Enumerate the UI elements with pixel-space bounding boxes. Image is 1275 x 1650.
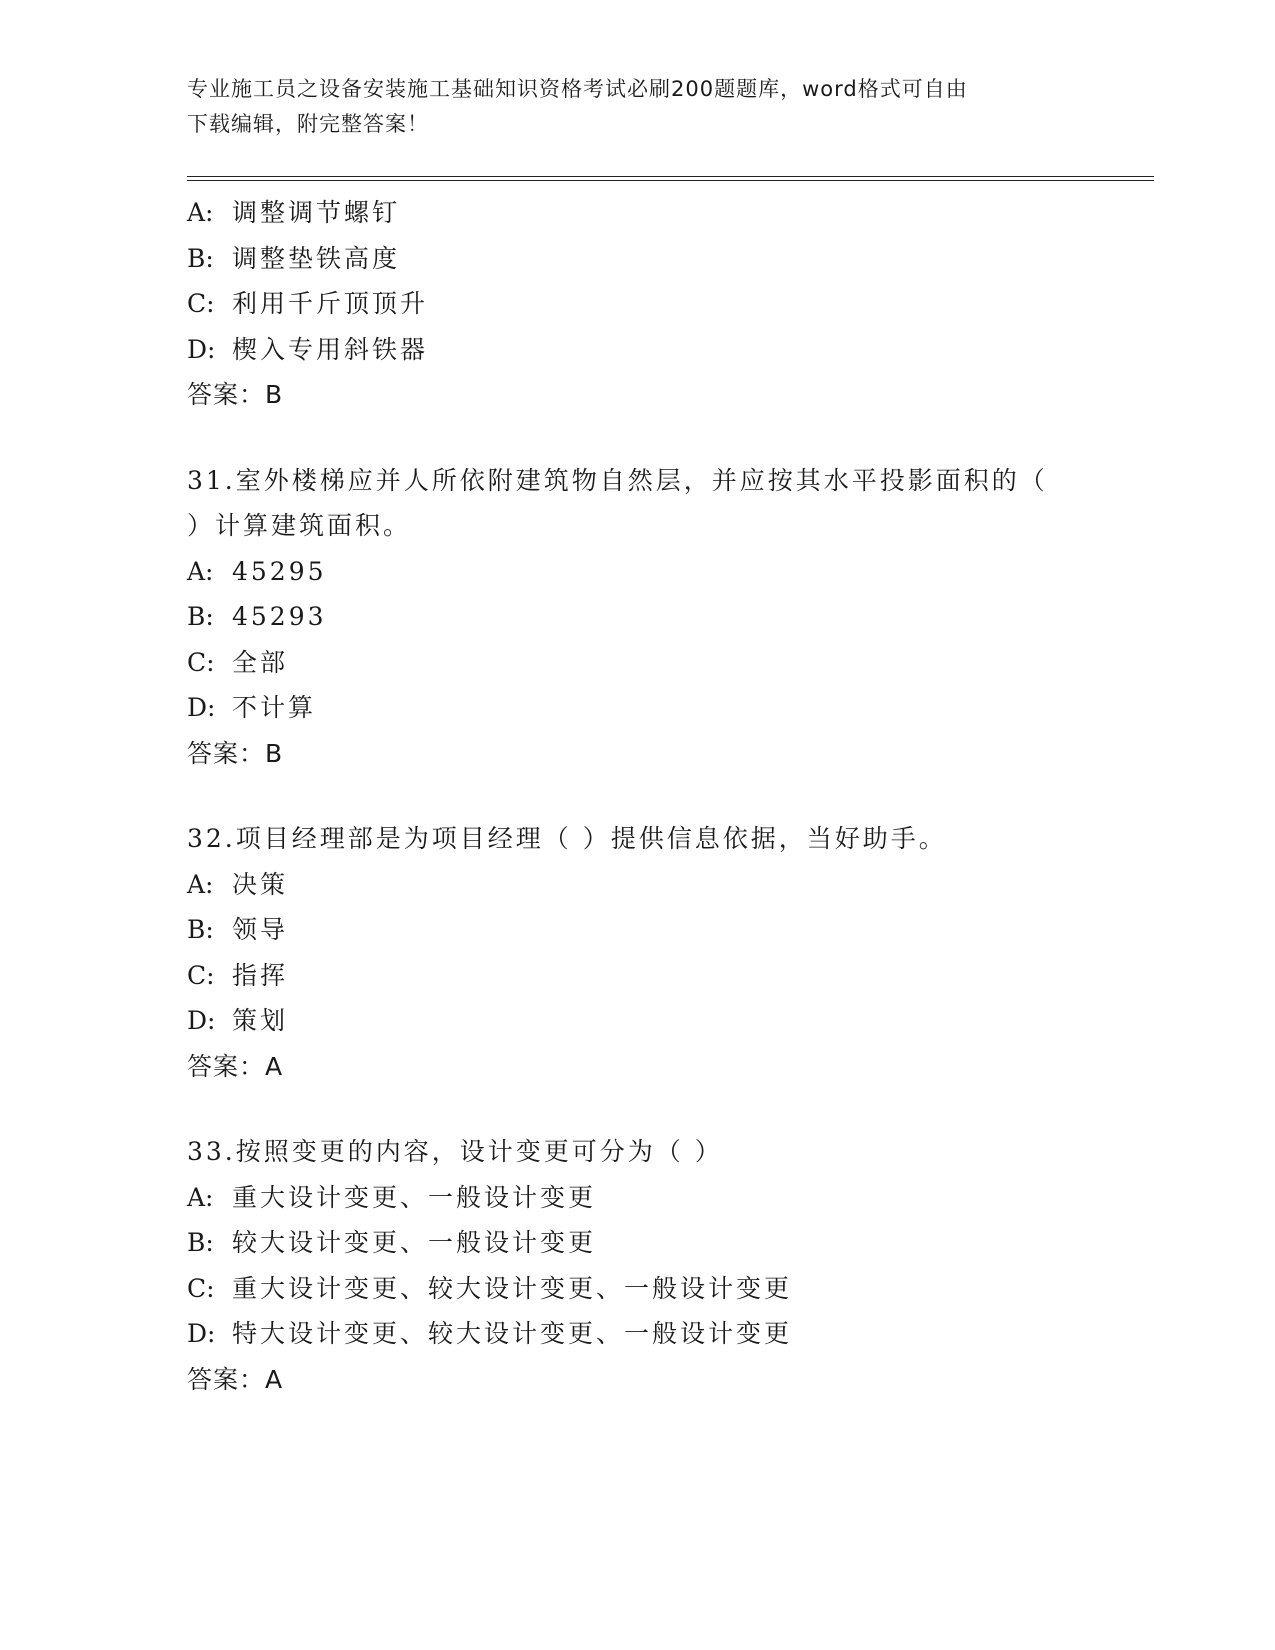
option-key: B:: [187, 243, 214, 273]
option-text: 楔入专用斜铁器: [232, 334, 429, 364]
option-key: D:: [187, 1006, 216, 1035]
option-text: 调整垫铁高度: [232, 243, 401, 273]
option-key: D:: [187, 1319, 216, 1348]
option-c: [187, 281, 1087, 327]
option-d: [187, 1311, 1087, 1357]
option-a: [187, 1175, 1087, 1221]
header-line-2: 下载编辑，附完整答案！: [187, 112, 429, 136]
question-stem-line: 33.按照变更的内容，设计变更可分为（ ）: [187, 1137, 723, 1166]
option-key: B:: [187, 1228, 214, 1257]
option-key: A:: [187, 198, 214, 227]
option-text: 特大设计变更、较大设计变更、一般设计变更: [232, 1319, 793, 1348]
option-a: [187, 549, 1087, 595]
option-a: [187, 862, 1087, 908]
option-text: 领导: [232, 915, 289, 944]
option-text: 策划: [232, 1006, 289, 1035]
option-text: 决策: [232, 869, 289, 899]
answer-label: 答案：A: [187, 1364, 284, 1394]
option-c: [187, 1266, 1087, 1312]
option-b: [187, 907, 1087, 953]
option-text: 利用千斤顶顶升: [232, 289, 429, 318]
option-key: A:: [187, 556, 214, 586]
question-33: [187, 1129, 1087, 1402]
option-key: C:: [187, 960, 215, 990]
question-stem-line: ）计算建筑面积。: [187, 511, 412, 540]
option-key: A:: [187, 1182, 214, 1212]
answer-label: 答案：B: [187, 738, 284, 768]
option-key: A:: [187, 869, 214, 899]
option-text: 重大设计变更、一般设计变更: [232, 1182, 597, 1212]
header-line-1: 专业施工员之设备安装施工基础知识资格考试必刷200题题库，word格式可自由: [187, 77, 968, 101]
option-b: [187, 236, 1087, 282]
option-text: 45293: [232, 602, 327, 631]
answer-label: 答案：B: [187, 380, 284, 409]
option-key: B:: [187, 915, 214, 944]
option-text: 45295: [232, 556, 327, 586]
option-b: [187, 594, 1087, 640]
option-text: 不计算: [232, 693, 317, 722]
option-text: 重大设计变更、较大设计变更、一般设计变更: [232, 1273, 793, 1303]
option-key: C:: [187, 289, 215, 318]
option-a: [187, 190, 1087, 236]
option-c: [187, 953, 1087, 999]
option-d: [187, 998, 1087, 1044]
option-key: B:: [187, 602, 214, 631]
option-d: [187, 327, 1087, 373]
option-text: 指挥: [232, 960, 289, 990]
question-stem-line: 32.项目经理部是为项目经理（ ）提供信息依据，当好助手。: [187, 824, 947, 853]
option-c: [187, 640, 1087, 686]
header-double-rule: [187, 176, 1154, 181]
option-text: 调整调节螺钉: [232, 198, 401, 227]
option-key: D:: [187, 334, 216, 364]
option-b: [187, 1220, 1087, 1266]
document-body: [187, 190, 1087, 1402]
answer-label: 答案：A: [187, 1051, 284, 1081]
option-text: 较大设计变更、一般设计变更: [232, 1228, 597, 1257]
document-header: [187, 72, 1087, 142]
option-d: [187, 685, 1087, 731]
question-30-continued: [187, 190, 1087, 418]
question-31: [187, 458, 1087, 777]
question-32: [187, 816, 1087, 1089]
option-key: C:: [187, 1273, 215, 1303]
option-key: C:: [187, 647, 215, 677]
option-text: 全部: [232, 647, 289, 677]
question-stem-line: 31.室外楼梯应并人所依附建筑物自然层，并应按其水平投影面积的（: [187, 465, 1048, 495]
option-key: D:: [187, 693, 216, 722]
